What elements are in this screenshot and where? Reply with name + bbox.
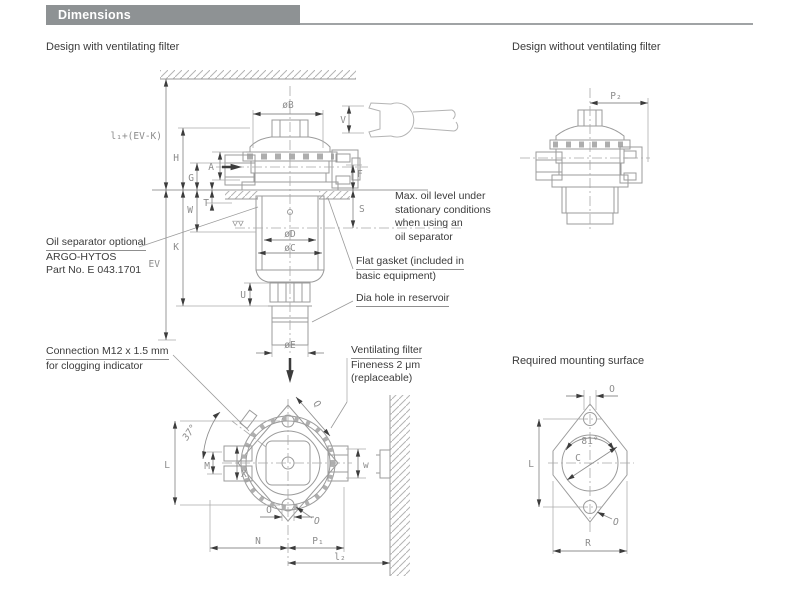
dim-label-n: N	[255, 536, 261, 547]
dim-label-u: U	[240, 290, 246, 301]
dim-label-dia-e: øE	[284, 340, 296, 351]
dim-label-h: H	[173, 153, 179, 164]
dim-label-ev: EV	[148, 259, 160, 270]
note-ventilating-line2: Fineness 2 μm	[351, 358, 421, 371]
dim-label-r: R	[585, 538, 591, 549]
dim-label-angle-37: 37°	[180, 422, 200, 443]
dim-label-m: M	[204, 461, 210, 472]
note-max-oil-line2: stationary conditions	[395, 203, 491, 216]
note-max-oil-line4: oil separator	[395, 230, 453, 243]
dimension-arrows-main	[164, 79, 355, 383]
dim-label-c: C	[575, 453, 581, 464]
dim-label-f: F	[357, 169, 363, 180]
dim-label-angle-81: 81°	[581, 436, 599, 447]
label-required-mounting-surface: Required mounting surface	[512, 355, 645, 367]
dim-label-g: G	[188, 173, 194, 184]
dim-label-l-mounting: L	[528, 459, 534, 470]
drawing-mounting-surface	[528, 384, 634, 554]
drawing-side-view-without-filter	[520, 88, 650, 232]
dim-label-p2: P₂	[610, 91, 622, 102]
dim-label-s: S	[359, 204, 365, 215]
page-title: Dimensions	[58, 8, 131, 22]
dim-label-v: V	[340, 115, 346, 126]
drawing-bottom-view	[164, 355, 413, 576]
dim-label-o-width: O	[266, 505, 272, 516]
note-oil-separator-line2: ARGO-HYTOS	[46, 250, 117, 263]
drawing-side-view-with-filter	[111, 70, 462, 383]
dim-label-l-bottom: L	[164, 460, 170, 471]
note-ventilating-line1: Ventilating filter	[351, 344, 422, 359]
dim-label-l2: l₂	[334, 552, 346, 563]
dim-label-dia-b: øB	[282, 100, 294, 111]
oil-level-mark: ▽▽	[232, 218, 244, 229]
note-max-oil-line1: Max. oil level under	[395, 190, 486, 202]
dim-label-o-hole-mounting: O	[613, 517, 619, 528]
label-design-without-filter: Design without ventilating filter	[512, 41, 661, 53]
dim-label-t: T	[203, 198, 209, 209]
note-max-oil-line3: when using an	[395, 217, 463, 229]
note-dia-hole-line1: Dia hole in reservoir	[356, 292, 449, 307]
note-connection-line1: Connection M12 x 1.5 mm	[46, 345, 169, 360]
dimension-arrows-mounting	[537, 394, 627, 553]
dim-label-x: X	[241, 469, 247, 480]
note-ventilating-line3: (replaceable)	[351, 372, 413, 384]
note-flat-gasket-line1: Flat gasket (included in	[356, 255, 464, 270]
dim-label-p1: P₁	[312, 536, 324, 547]
dim-label-k: K	[173, 242, 179, 253]
dim-label-l1-ev-k: l₁+(EV-K)	[110, 131, 162, 142]
note-oil-separator-line3: Part No. E 043.1701	[46, 264, 142, 276]
dim-label-dia-c: øC	[284, 243, 296, 254]
note-oil-separator-line1: Oil separator optional	[46, 236, 146, 251]
note-flat-gasket-line2: basic equipment)	[356, 269, 436, 282]
dim-label-dia-d: øD	[284, 229, 296, 240]
dim-label-o-hole-bottom: O	[314, 516, 320, 527]
dim-label-a: A	[208, 162, 214, 173]
label-design-with-filter: Design with ventilating filter	[46, 41, 180, 53]
dim-label-w-small: w	[363, 460, 369, 471]
dim-label-o-top: O	[609, 384, 615, 395]
note-connection-line2: for clogging indicator	[46, 359, 143, 372]
dim-label-q: Q	[310, 398, 323, 411]
dim-label-w: W	[187, 205, 193, 216]
